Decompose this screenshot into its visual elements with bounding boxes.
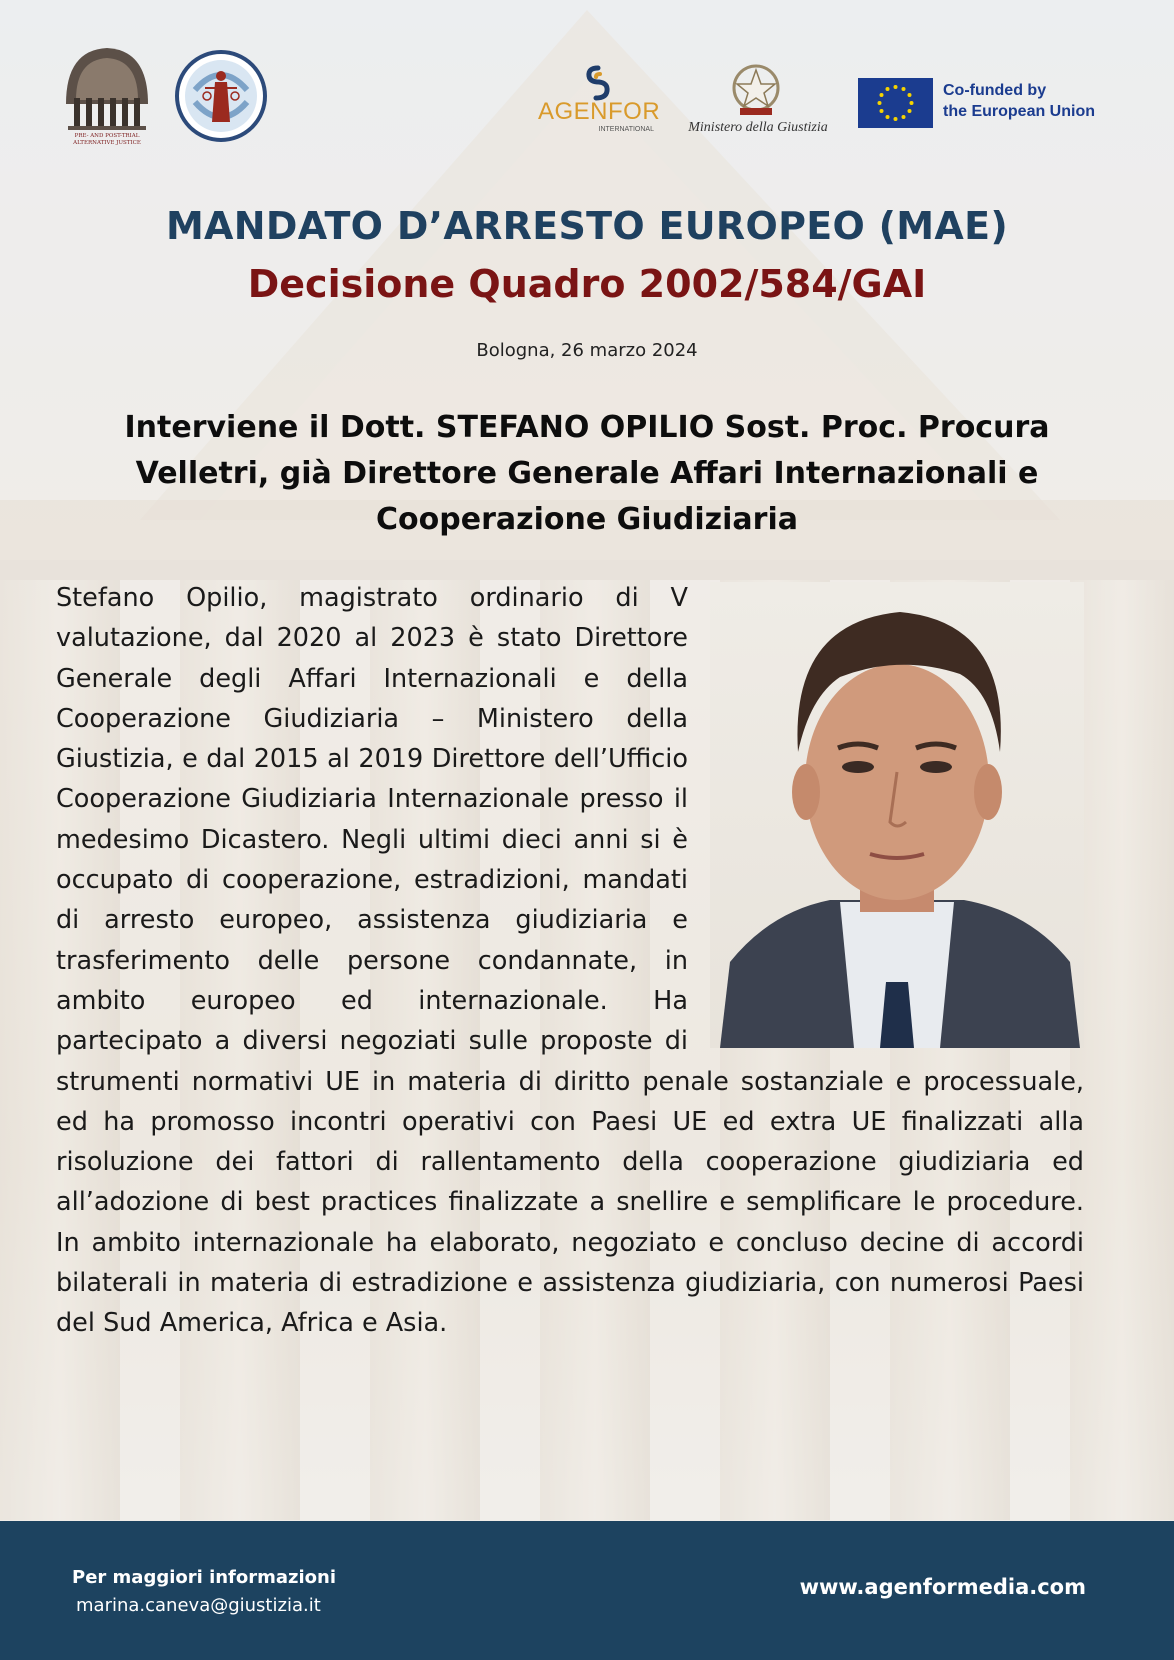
- subtitle-decision: Decisione Quadro 2002/584/GAI: [247, 262, 927, 306]
- eu-flag-icon: [858, 78, 933, 128]
- eu-line2: the European Union: [943, 103, 1095, 120]
- agenfor-sub: INTERNATIONAL: [598, 126, 654, 133]
- event-date: Bologna, 26 marzo 2024: [476, 340, 698, 361]
- logos-bar: [0, 0, 1174, 160]
- ministry-name: Ministero della Giustizia: [688, 120, 828, 135]
- justice-emblem-logo: [175, 50, 267, 142]
- bio-text: Stefano Opilio, magistrato ordinario di V valutazione, dal 2020 al 2023 è stato Direttore Generale degli Affari Internazionali e della Cooperazione Giudiziaria – Ministero della Giustizia, e dal 2015 al 2019 Direttore dell’Ufficio Cooperazione Giudiziaria Internazionale presso il medesimo Dicastero. Negli ultimi dieci anni si è occupato di cooperazione, estradizioni, mandati di arresto europeo, assistenza giudiziaria e trasferimento delle persone condannate, in ambito europeo ed internazionale. Ha partecipato a diversi negoziati sulle proposte di strumenti normativi UE in materia di diritto penale sostanziale e processuale, ed ha promosso incontri operativi con Paesi UE ed extra UE finalizzati alla risoluzione dei fattori di rallentamento della cooperazione giudiziaria ed all’adozione di best practices finalizzate a snellire e semplificare le procedure. In ambito internazionale ha elaborato, negoziato e concluso decine di accordi bilaterali in materia di estradizione e assistenza giudiziaria, con numerosi Paesi del Sud America, Africa e Asia.: [56, 583, 1084, 1339]
- speaker-photo: [710, 582, 1084, 1048]
- ministry-logo: [686, 60, 826, 144]
- footer-email-link[interactable]: marina.caneva@giustizia.it: [76, 1595, 321, 1616]
- eu-cofunded-text: [943, 80, 1095, 122]
- footer-website-link[interactable]: www.agenformedia.com: [799, 1575, 1086, 1599]
- eu-line1: Co-funded by: [943, 82, 1047, 99]
- left-logo-caption-1: PRE- AND POST-TRIAL: [74, 133, 140, 139]
- left-logo-caption-2: ALTERNATIVE JUSTICE: [73, 140, 141, 146]
- speaker-portrait-image: [710, 582, 1084, 1048]
- agenfor-name: AGENFOR: [538, 98, 661, 125]
- agenfor-logo: [536, 64, 662, 136]
- footer-info-label: Per maggiori informazioni: [72, 1567, 337, 1588]
- footer: [0, 1521, 1174, 1660]
- pantheon-logo: [60, 42, 154, 146]
- italian-emblem-icon: [686, 60, 826, 120]
- main-title: MANDATO D’ARRESTO EUROPEO (MAE): [165, 204, 1009, 248]
- speaker-heading: Interviene il Dott. STEFANO OPILIO Sost. Proc. Procura Velletri, già Direttore Generale Affari Internazionali e Cooperazione Giudiziaria: [124, 410, 1050, 537]
- bio-section: [56, 578, 1084, 1344]
